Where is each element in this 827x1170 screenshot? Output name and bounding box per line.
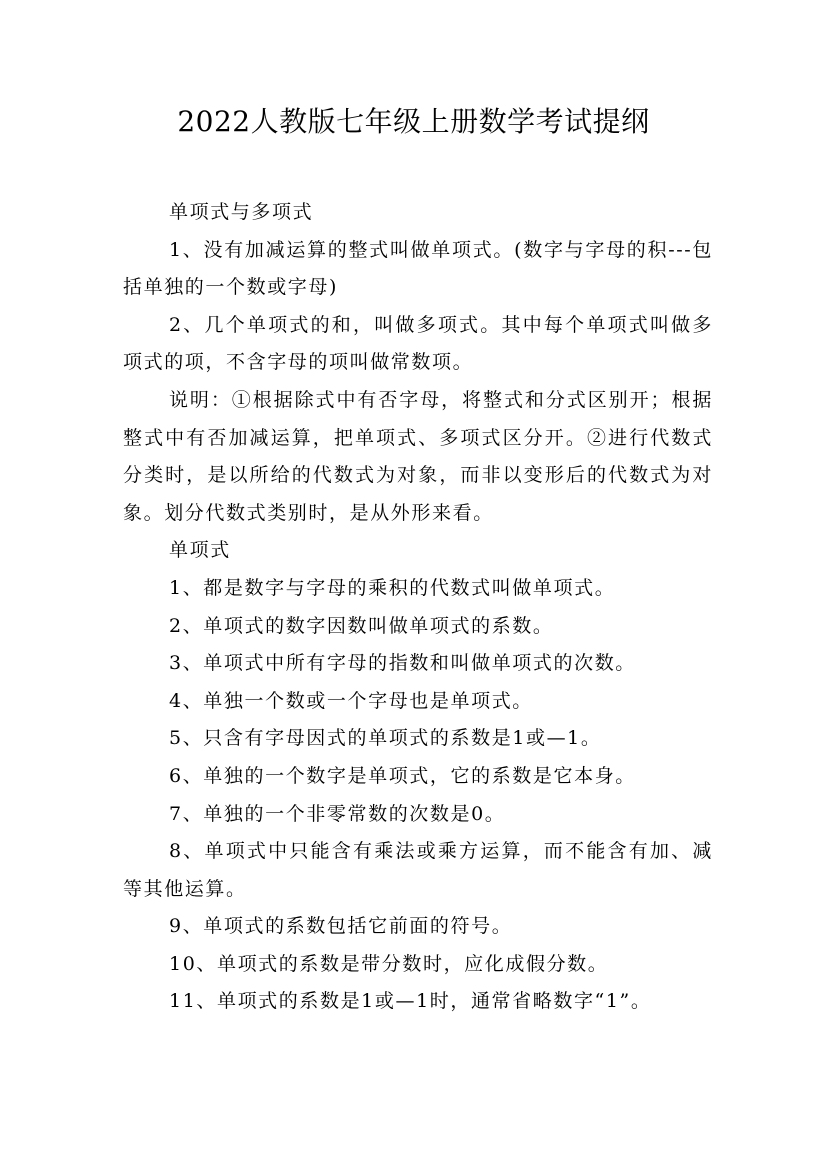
list-item: 4、单独一个数或一个字母也是单项式。 (169, 689, 533, 712)
document-body (123, 194, 713, 1021)
list-item: 11、单项式的系数是1或—1时，通常省略数字“1”。 (169, 990, 652, 1013)
paragraph: 2、几个单项式的和，叫做多项式。其中每个单项式叫做多项式的项，不含字母的项叫做常数项。 (123, 313, 713, 374)
section-heading-monomial-polynomial: 单项式与多项式 (169, 201, 314, 223)
list-item: 9、单项式的系数包括它前面的符号。 (169, 915, 513, 938)
list-item: 5、只含有字母因式的单项式的系数是1或—1。 (169, 727, 602, 750)
section-heading-monomial: 单项式 (169, 539, 231, 562)
document-title: 2022人教版七年级上册数学考试提纲 (177, 105, 650, 138)
list-item: 3、单项式中所有字母的指数和叫做单项式的次数。 (169, 652, 636, 675)
list-item: 6、单独的一个数字是单项式，它的系数是它本身。 (169, 764, 636, 787)
list-item: 2、单项式的数字因数叫做单项式的系数。 (169, 614, 554, 637)
list-item: 8、单项式中只能含有乘法或乘方运算，而不能含有加、减等其他运算。 (123, 840, 713, 900)
list-item: 10、单项式的系数是带分数时，应化成假分数。 (169, 952, 609, 975)
list-item: 7、单独的一个非零常数的次数是0。 (169, 802, 506, 825)
list-item: 1、都是数字与字母的乘积的代数式叫做单项式。 (169, 576, 616, 599)
paragraph-note: 说明：①根据除式中有否字母，将整式和分式区别开；根据整式中有否加减运算，把单项式、多项式区分开。②进行代数式分类时，是以所给的代数式为对象，而非以变形后的代数式为对象。划分代数式类别时，是从外形来看。 (123, 388, 713, 524)
paragraph: 1、没有加减运算的整式叫做单项式。(数字与字母的积---包括单独的一个数或字母) (123, 238, 713, 299)
